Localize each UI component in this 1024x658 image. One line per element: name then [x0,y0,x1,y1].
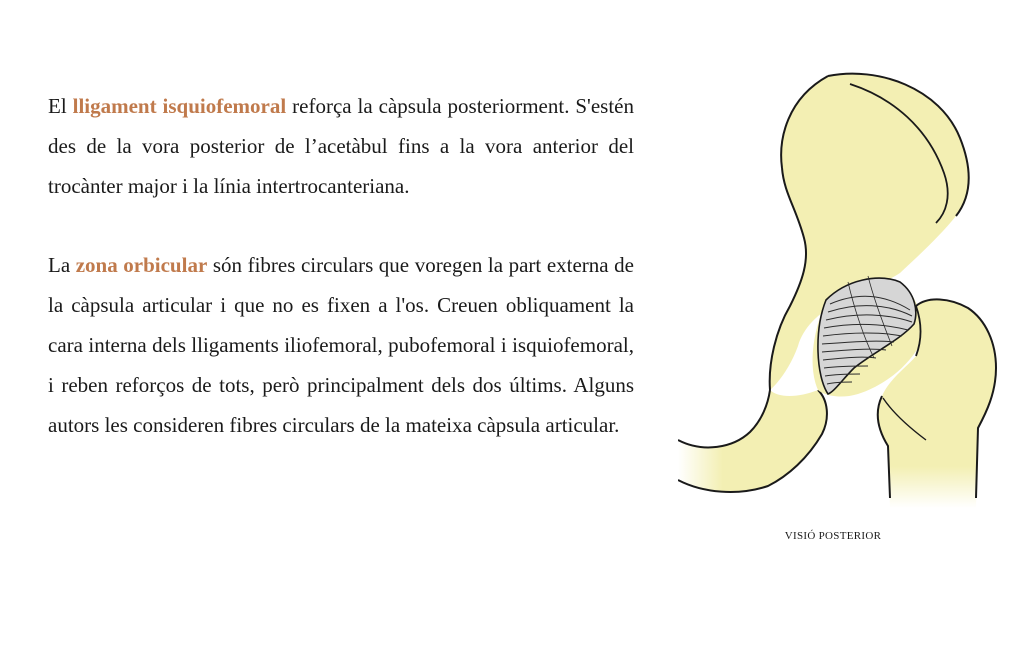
paragraph-1-body: reforça la càpsula posteriorment. S'estén des de la vora posterior de l’acetàbul fins a la vora anterior del trocànter major i la línia intertrocanteriana. [48,94,634,198]
paragraph-1-lead: El [48,94,73,118]
paragraph-2-body: són fibres circulars que voregen la part externa de la càpsula articular i que no es fixen a l'os. Creuen obliquament la cara interna dels lligaments iliofemoral, pubofemoral i isquiofemoral, i reben reforços de tots, però principalment dels dos últims. Alguns autors les consideren fibres circulars de la mateixa càpsula articular. [48,253,634,437]
paragraph-2-lead: La [48,253,76,277]
ischium-bone [678,390,827,492]
text-column [48,86,634,445]
term-lligament-isquiofemoral: lligament isquiofemoral [72,94,287,118]
term-zona-orbicular: zona orbicular [75,253,208,277]
paragraph-zona-orbicular [48,245,634,445]
hip-joint-drawing [678,68,1004,508]
figure-caption: VISIÓ POSTERIOR [784,530,882,542]
hip-posterior-illustration [678,68,1004,508]
paragraph-isquiofemoral [48,86,634,206]
